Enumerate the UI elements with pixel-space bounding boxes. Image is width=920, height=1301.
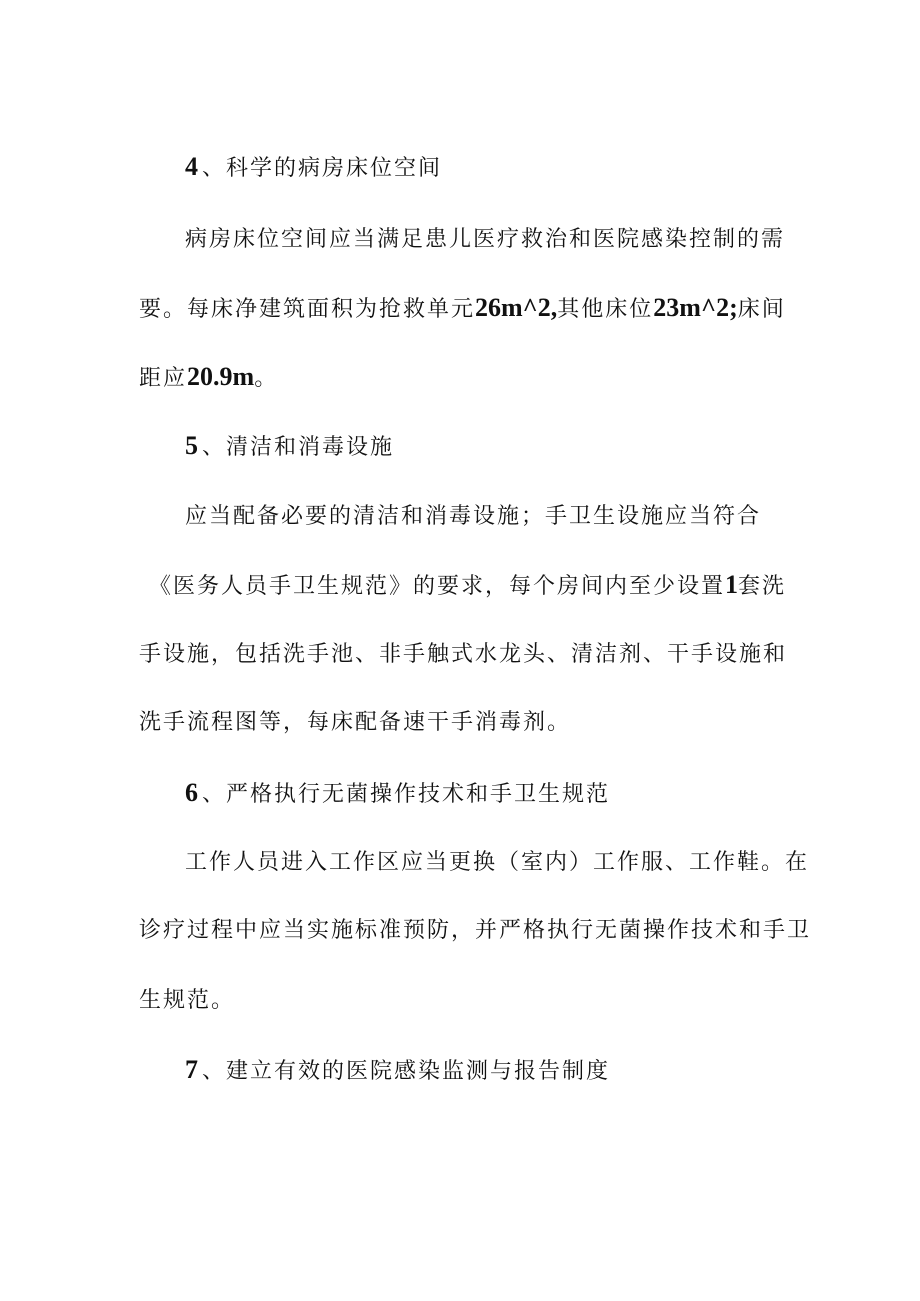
section-6-para-line-1: 工作人员进入工作区应当更换（室内）工作服、工作鞋。在 [185, 850, 810, 875]
section-4-heading [185, 150, 845, 186]
section-6-heading [185, 776, 845, 812]
section-6-title: 、严格执行无菌操作技术和手卫生规范 [202, 782, 611, 807]
section-5-number: 5 [185, 431, 198, 460]
section-4-title: 、科学的病房床位空间 [202, 156, 443, 181]
text-run: 床间 [737, 297, 786, 322]
area-value-rescue: 26m^2, [475, 293, 558, 322]
section-7-title: 、建立有效的医院感染监测与报告制度 [202, 1059, 611, 1084]
area-value-other: 23m^2; [653, 293, 738, 322]
section-5-heading [185, 429, 845, 465]
section-4-para-line-2 [139, 291, 799, 327]
text-run: 其他床位 [557, 297, 654, 322]
section-4-para-line-3 [139, 360, 799, 396]
section-5-para-line-1: 应当配备必要的清洁和消毒设施；手卫生设施应当符合 [185, 504, 762, 529]
text-run: 要。每床净建筑面积为抢救单元 [139, 297, 476, 322]
section-6-para-line-3: 生规范。 [139, 988, 236, 1013]
section-5-para-line-2 [149, 568, 809, 604]
section-7-heading [185, 1053, 845, 1089]
text-run: 《医务人员手卫生规范》的要求，每个房间内至少设置 [149, 574, 726, 599]
section-6-para-line-2: 诊疗过程中应当实施标准预防，并严格执行无菌操作技术和手卫 [139, 918, 812, 943]
text-run: 。 [254, 366, 279, 391]
section-5-title: 、清洁和消毒设施 [202, 435, 395, 460]
section-4-para-line-1: 病房床位空间应当满足患儿医疗救治和医院感染控制的需 [185, 227, 786, 252]
sink-count-value: 1 [725, 570, 739, 599]
section-4-number: 4 [185, 152, 198, 181]
bed-distance-value: 20.9m [187, 362, 255, 391]
section-6-number: 6 [185, 778, 198, 807]
text-run: 距应 [139, 366, 188, 391]
section-5-para-line-3: 手设施，包括洗手池、非手触式水龙头、清洁剂、干手设施和 [139, 642, 788, 667]
text-run: 套洗 [738, 574, 787, 599]
section-7-number: 7 [185, 1055, 198, 1084]
section-5-para-line-4: 洗手流程图等，每床配备速干手消毒剂。 [139, 710, 572, 735]
